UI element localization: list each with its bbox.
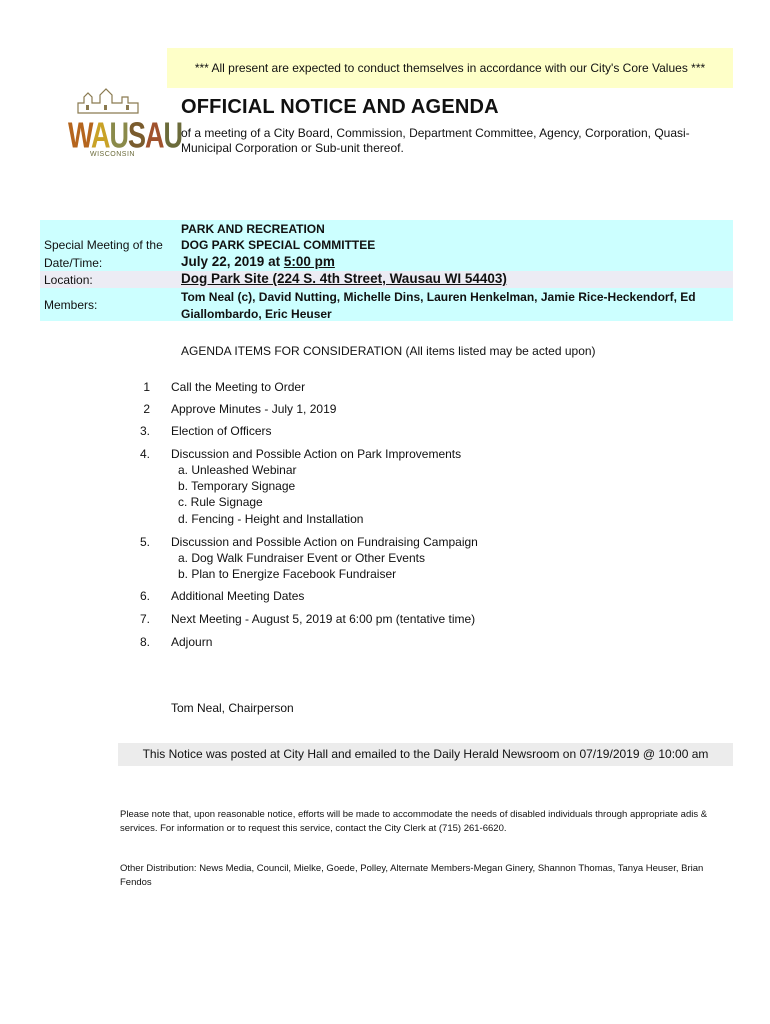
special-meeting-label: Special Meeting of the [44,238,163,252]
agenda-item-number: 7. [139,612,150,626]
logo-letter-2: A [91,115,110,156]
agenda-item: Election of Officers [171,424,272,438]
meeting-location: Dog Park Site (224 S. 4th Street, Wausau WI 54403) [181,271,507,286]
body-name-line1: PARK AND RECREATION [181,222,325,236]
logo-letter-5: A [145,115,164,156]
logo-letter-3: U [109,115,128,156]
agenda-item: Next Meeting - August 5, 2019 at 6:00 pm (tentative time) [171,612,476,626]
posting-notice: This Notice was posted at City Hall and emailed to the Daily Herald Newsroom on 07/19/2019 @ 10:00 am [118,743,733,766]
agenda-subitem: b. Temporary Signage [178,479,296,493]
agenda-subitem: d. Fencing - Height and Installation [178,512,364,526]
logo-letter-4: S [128,115,146,156]
page-title: OFFICIAL NOTICE AND AGENDA [181,96,499,118]
agenda-item-number: 5. [139,535,150,549]
agenda-subitem: b. Plan to Energize Facebook Fundraiser [178,567,397,581]
agenda-item-number: 2 [143,402,150,416]
agenda-item-number: 6. [139,589,150,603]
accessibility-note: Please note that, upon reasonable notice, efforts will be made to accommodate the needs of disabled individuals through appropriate adis & services. For information or to request this service, contact the City Clerk at (715) 261-6620. [120,809,708,834]
agenda-subitem: a. Dog Walk Fundraiser Event or Other Events [178,551,425,565]
logo-letter-6: U [163,115,183,156]
agenda-item-number: 8. [139,635,150,649]
agenda-item: Discussion and Possible Action on Fundraising Campaign [171,535,478,549]
core-values-banner: *** All present are expected to conduct themselves in accordance with our City's Core Values *** [167,48,733,88]
agenda-subitem: c. Rule Signage [178,495,263,509]
meeting-date: July 22, 2019 at [181,254,284,269]
members-label: Members: [44,298,98,312]
members-line2: Giallombardo, Eric Heuser [181,307,332,321]
distribution-list: Other Distribution: News Media, Council, Mielke, Goede, Polley, Alternate Members-Megan Ginery, Shannon Thomas, Tanya Heuser, Brian Fendos [120,863,704,888]
agenda-heading: AGENDA ITEMS FOR CONSIDERATION (All items listed may be acted upon) [181,344,596,358]
agenda-item-number: 1 [143,380,150,394]
agenda-item: Additional Meeting Dates [171,589,305,603]
wausau-logo [66,85,183,165]
agenda-item: Approve Minutes - July 1, 2019 [171,402,337,416]
meeting-time: 5:00 pm [283,254,335,269]
members-line1: Tom Neal (c), David Nutting, Michelle Dins, Lauren Henkelman, Jamie Rice-Heckendorf, Ed [181,290,696,304]
body-name-line2: DOG PARK SPECIAL COMMITTEE [181,238,376,252]
logo-subtext: WISCONSIN [90,151,135,158]
logo-letter-1: W [68,115,91,156]
agenda-item: Adjourn [171,635,213,649]
signer: Tom Neal, Chairperson [171,701,294,715]
agenda-item: Call the Meeting to Order [171,380,306,394]
datetime-label: Date/Time: [44,256,103,270]
meeting-datetime [181,254,335,269]
location-label: Location: [44,273,93,287]
agenda-item: Discussion and Possible Action on Park Improvements [171,447,462,461]
agenda-item-number: 4. [139,447,150,461]
agenda-subitem: a. Unleashed Webinar [178,463,297,477]
page-subtitle: of a meeting of a City Board, Commission, Department Committee, Agency, Corporation, Quasi-Municipal Corporation or Sub-unit thereof. [181,126,690,155]
agenda-item-number: 3. [139,424,150,438]
